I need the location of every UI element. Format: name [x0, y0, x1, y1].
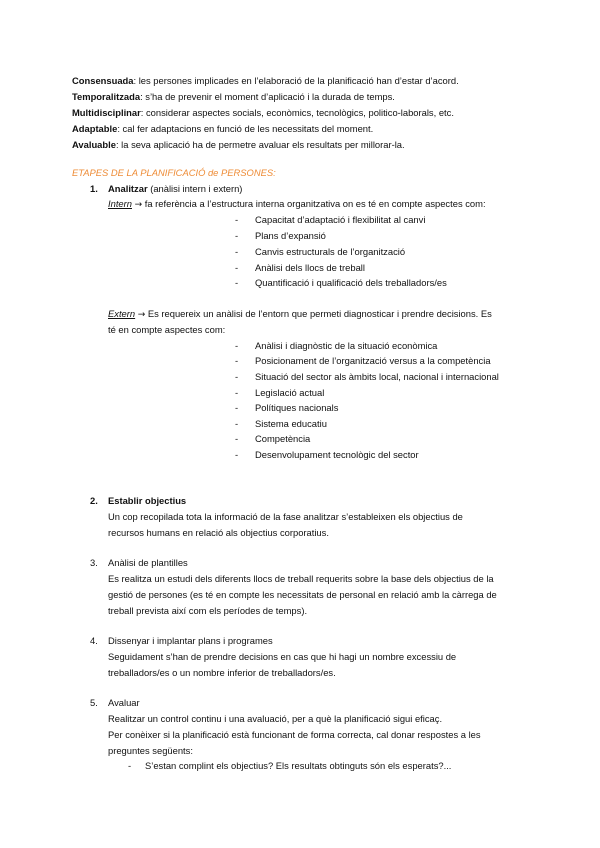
- dash-bullet: -: [235, 230, 239, 241]
- intern-label: Intern: [108, 198, 132, 209]
- intern-item: Capacitat d’adaptació i flexibilitat al canvi: [255, 214, 426, 225]
- step-title: Establir objectius: [108, 495, 187, 506]
- dash-bullet: -: [235, 387, 239, 398]
- step-text-line: treball prevista així com els períodes de temps).: [108, 605, 308, 616]
- extern-paragraph: [108, 308, 492, 321]
- definition-text: : la seva aplicació ha de permetre avaluar els resultats per millorar-la.: [115, 139, 405, 150]
- definition-avaluable: [72, 139, 405, 151]
- dash-bullet: -: [235, 246, 239, 257]
- step-text-line: recursos humans en relació als objectius corporatius.: [108, 527, 329, 538]
- dash-bullet: -: [235, 418, 239, 429]
- intern-text: fa referència a l’estructura interna organitzativa on es té en compte aspectes com:: [142, 198, 486, 209]
- extern-item: Polítiques nacionals: [255, 402, 339, 413]
- definition-multidisciplinar: [72, 107, 454, 119]
- extern-item: Competència: [255, 433, 311, 444]
- step-title: Anàlisi de plantilles: [108, 557, 188, 568]
- step-title: Avaluar: [108, 697, 140, 708]
- step-text-line: preguntes següents:: [108, 745, 193, 756]
- step-number: 1.: [90, 183, 98, 194]
- step-title: Dissenyar i implantar plans i programes: [108, 635, 273, 646]
- definition-consensuada: [72, 75, 459, 87]
- section-title: ETAPES DE LA PLANIFICACIÓ de PERSONES:: [72, 167, 276, 178]
- definition-text: : cal fer adaptacions en funció de les necessitats del moment.: [117, 123, 374, 134]
- step-number: 3.: [90, 557, 98, 568]
- dash-bullet: -: [128, 760, 132, 771]
- question-item: S’estan complint els objectius? Els resultats obtinguts són els esperats?...: [145, 760, 452, 771]
- arrow-right-icon: →: [134, 200, 143, 210]
- dash-bullet: -: [235, 371, 239, 382]
- definition-term: Consensuada: [72, 75, 134, 86]
- definition-text: : s’ha de prevenir el moment d’aplicació i la durada de temps.: [140, 91, 395, 102]
- intern-item: Canvis estructurals de l’organització: [255, 246, 406, 257]
- extern-text: Es requereix un anàlisi de l’entorn que permeti diagnosticar i prendre decisions. Es: [145, 308, 492, 319]
- step-title-rest: (anàlisi intern i extern): [147, 183, 243, 194]
- intern-paragraph: [108, 198, 486, 211]
- definition-term: Avaluable: [72, 139, 116, 150]
- dash-bullet: -: [235, 340, 239, 351]
- dash-bullet: -: [235, 449, 239, 460]
- step-text-line: Seguidament s’han de prendre decisions en cas que hi hagi un nombre excessiu de: [108, 651, 457, 662]
- definition-text: : considerar aspectes socials, econòmics, tecnològics, politico-laborals, etc.: [140, 107, 454, 118]
- definition-text: : les persones implicades en l’elaboració de la planificació han d’estar d’acord.: [133, 75, 459, 86]
- step-number: 2.: [90, 495, 98, 506]
- step-text-line: Es realitza un estudi dels diferents llocs de treball requerits sobre la base dels objectius de la: [108, 573, 494, 584]
- definition-term: Multidisciplinar: [72, 107, 141, 118]
- step-text-line: Un cop recopilada tota la informació de la fase analitzar s’estableixen els objectius de: [108, 511, 463, 522]
- dash-bullet: -: [235, 277, 239, 288]
- dash-bullet: -: [235, 433, 239, 444]
- step-number: 4.: [90, 635, 98, 646]
- step-title: Analitzar: [108, 183, 148, 194]
- extern-item: Situació del sector als àmbits local, nacional i internacional: [255, 371, 499, 382]
- intern-item: Plans d’expansió: [255, 230, 326, 241]
- step-number: 5.: [90, 697, 98, 708]
- dash-bullet: -: [235, 214, 239, 225]
- definition-temporalitzada: [72, 91, 395, 103]
- step-text-line: Per conèixer si la planificació està funcionant de forma correcta, cal donar respostes a les: [108, 729, 481, 740]
- arrow-right-icon: →: [137, 310, 146, 320]
- definition-term: Adaptable: [72, 123, 118, 134]
- extern-text-continued: té en compte aspectes com:: [108, 324, 226, 335]
- dash-bullet: -: [235, 402, 239, 413]
- definition-adaptable: [72, 123, 373, 135]
- step-text-line: treballadors/es o un nombre inferior de treballadors/es.: [108, 667, 336, 678]
- intern-item: Quantificació i qualificació dels treballadors/es: [255, 277, 447, 288]
- step-1-heading: [108, 183, 242, 195]
- dash-bullet: -: [235, 355, 239, 366]
- definition-term: Temporalitzada: [72, 91, 141, 102]
- extern-item: Sistema educatiu: [255, 418, 327, 429]
- extern-item: Desenvolupament tecnològic del sector: [255, 449, 419, 460]
- step-text-line: gestió de persones (es té en compte les necessitats de personal en relació amb la càrrega de: [108, 589, 497, 600]
- intern-item: Anàlisi dels llocs de treball: [255, 262, 365, 273]
- extern-item: Posicionament de l’organització versus a la competència: [255, 355, 491, 366]
- extern-label: Extern: [108, 308, 136, 319]
- extern-item: Legislació actual: [255, 387, 325, 398]
- dash-bullet: -: [235, 262, 239, 273]
- step-text-line: Realitzar un control continu i una avaluació, per a què la planificació sigui eficaç.: [108, 713, 443, 724]
- extern-item: Anàlisi i diagnòstic de la situació econòmica: [255, 340, 438, 351]
